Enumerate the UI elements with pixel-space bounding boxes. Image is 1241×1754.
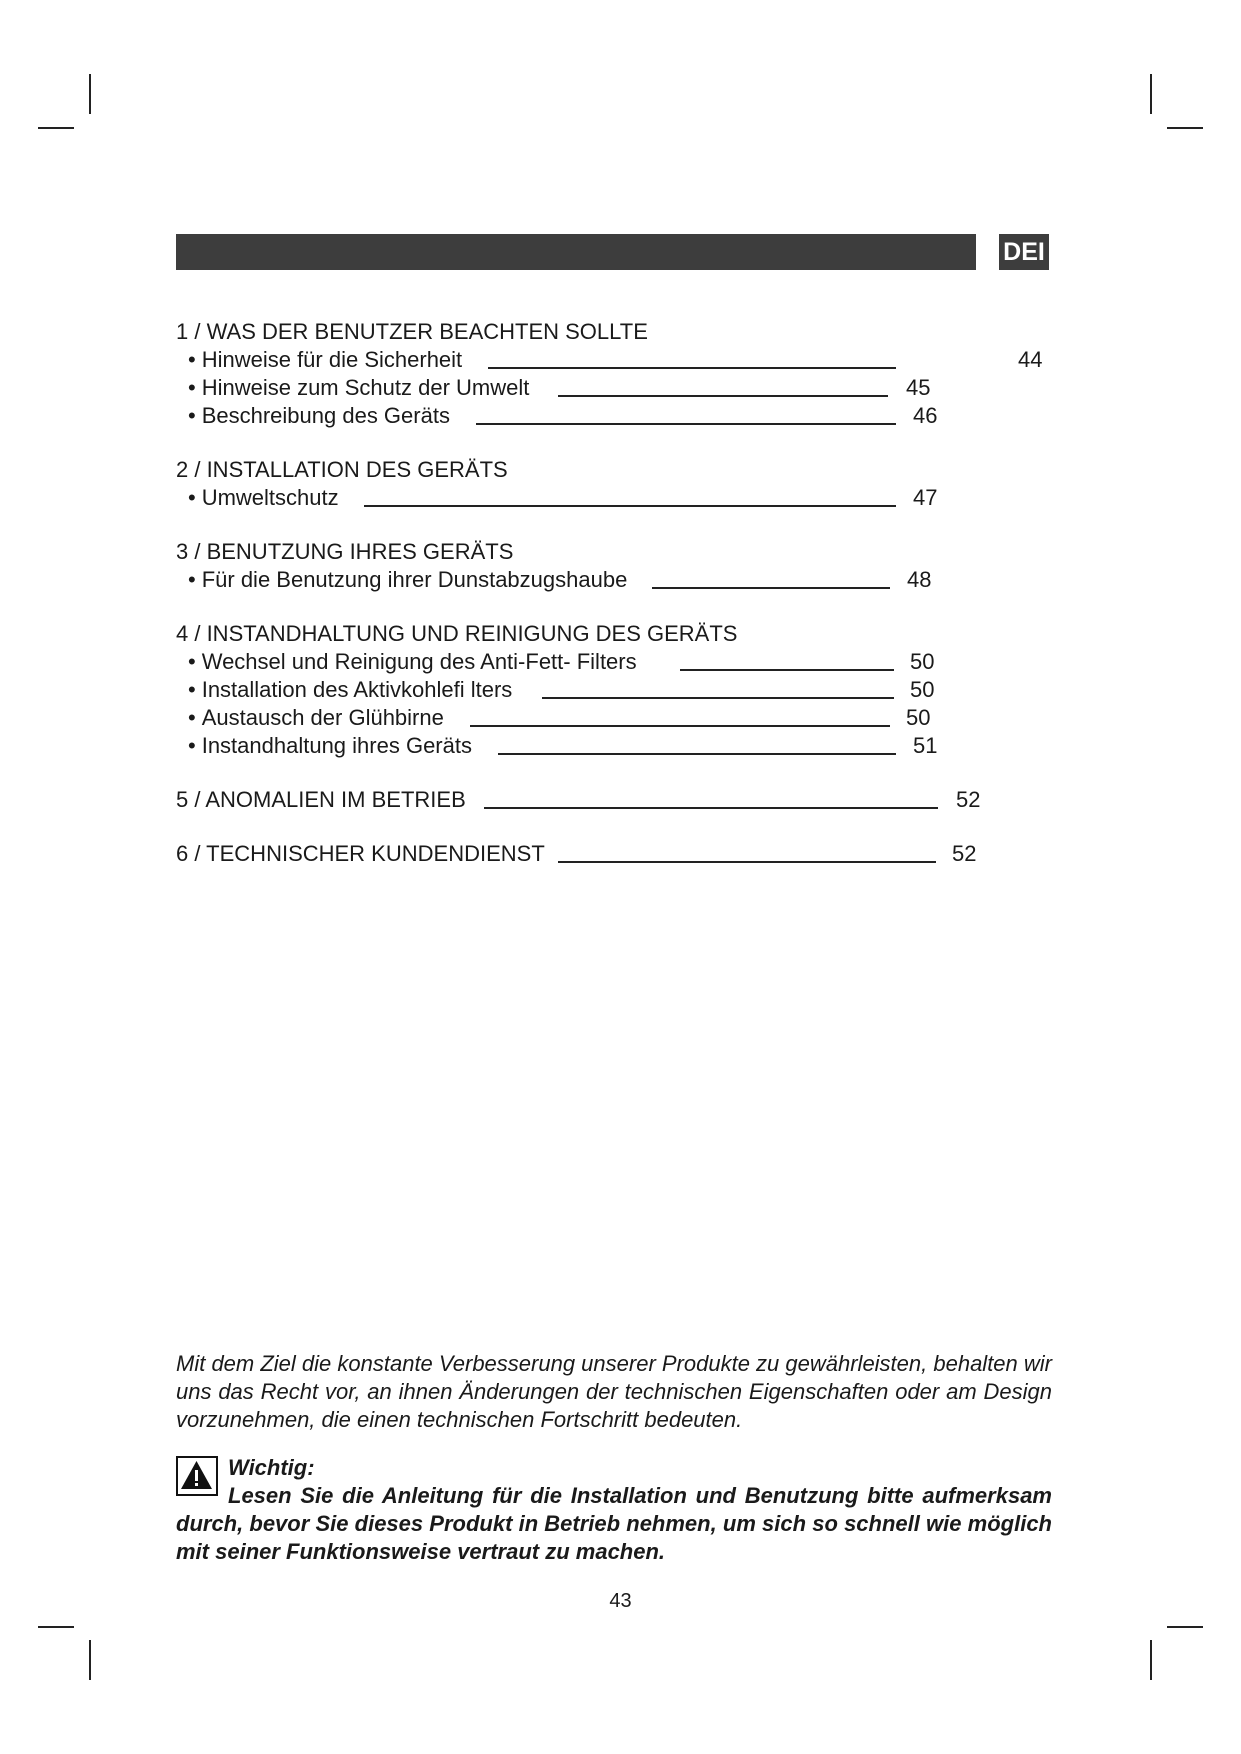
toc-item-label: Austausch der Glühbirne xyxy=(201,705,444,730)
bullet-icon: • xyxy=(188,567,196,592)
toc-section-title: 2 / INSTALLATION DES GERÄTS xyxy=(176,457,508,482)
toc-item[interactable] xyxy=(176,676,1076,704)
toc-section xyxy=(176,318,1076,430)
toc-item-page: 50 xyxy=(910,677,935,702)
crop-mark xyxy=(89,74,91,114)
toc-item-label-wrap xyxy=(188,484,339,512)
toc-item-label: Installation des Aktivkohlefi lters xyxy=(201,677,513,702)
bullet-icon: • xyxy=(188,403,196,428)
toc-section xyxy=(176,840,1076,868)
toc-item-label: Für die Benutzung ihrer Dunstabzugshaube xyxy=(201,567,628,592)
toc-section-title: 3 / BENUTZUNG IHRES GERÄTS xyxy=(176,539,514,564)
toc-item-label-wrap xyxy=(188,402,450,430)
toc-item-page: 48 xyxy=(907,567,932,592)
toc-item-page: 47 xyxy=(913,485,938,510)
dot-leader xyxy=(558,395,888,397)
toc-item-label-wrap xyxy=(188,676,512,704)
warning-box xyxy=(176,1454,1052,1566)
toc-item-label-wrap xyxy=(188,732,472,760)
toc-item-label: Hinweise zum Schutz der Umwelt xyxy=(201,375,530,400)
crop-mark xyxy=(1167,1626,1203,1628)
bullet-icon: • xyxy=(188,347,196,372)
toc-item[interactable] xyxy=(176,648,1076,676)
bullet-icon: • xyxy=(188,677,196,702)
toc-item[interactable] xyxy=(176,566,1076,594)
toc-section-title: 4 / INSTANDHALTUNG UND REINIGUNG DES GERÄTS xyxy=(176,621,738,646)
toc-item-label-wrap xyxy=(188,648,637,676)
toc-item-label-wrap xyxy=(188,566,627,594)
toc-section-label: 6 / TECHNISCHER KUNDENDIENST xyxy=(176,841,545,866)
dot-leader xyxy=(558,861,936,863)
toc-item-page: 51 xyxy=(913,733,938,758)
dot-leader xyxy=(470,725,890,727)
page-number: 43 xyxy=(609,1590,632,1612)
warning-text: Lesen Sie die Anleitung für die Installation und Benutzung bitte aufmerksam durch, bevor Sie dieses Produkt in Betrieb nehmen, um sich so schnell wie möglich mit seiner Funktionsweise vertraut zu machen. xyxy=(176,1483,1052,1564)
warning-triangle-icon xyxy=(178,1458,215,1493)
toc-section-title[interactable] xyxy=(176,786,1076,814)
toc-item-page: 50 xyxy=(910,649,935,674)
dot-leader xyxy=(476,423,896,425)
dot-leader xyxy=(652,587,890,589)
crop-mark xyxy=(1167,127,1203,129)
toc-item-page: 44 xyxy=(1018,347,1043,372)
toc-item[interactable] xyxy=(176,732,1076,760)
dot-leader xyxy=(498,753,896,755)
dot-leader xyxy=(488,367,896,369)
toc-item-page: 50 xyxy=(906,705,931,730)
crop-mark xyxy=(38,127,74,129)
dot-leader xyxy=(484,807,938,809)
toc-item-label-wrap xyxy=(188,346,462,374)
toc-item-page: 45 xyxy=(906,375,931,400)
dot-leader xyxy=(680,669,894,671)
disclaimer-text: Mit dem Ziel die konstante Verbesserung unserer Produkte zu gewährleisten, behalten wir uns das Recht vor, an ihnen Änderungen der technischen Eigenschaften oder am Design vorzunehmen, die einen technischen Fortschritt bedeuten. xyxy=(176,1351,1052,1432)
crop-mark xyxy=(1150,1640,1152,1680)
crop-mark xyxy=(38,1626,74,1628)
toc-item[interactable] xyxy=(176,374,1076,402)
toc-item[interactable] xyxy=(176,346,1076,374)
toc-section-label: 5 / ANOMALIEN IM BETRIEB xyxy=(176,787,466,812)
table-of-contents xyxy=(176,318,1076,894)
warning-icon xyxy=(176,1456,218,1496)
toc-item[interactable] xyxy=(176,704,1076,732)
toc-section-title[interactable] xyxy=(176,840,1076,868)
bullet-icon: • xyxy=(188,375,196,400)
bullet-icon: • xyxy=(188,705,196,730)
toc-item-label: Instandhaltung ihres Geräts xyxy=(201,733,472,758)
toc-item-label-wrap xyxy=(188,704,444,732)
header-bar xyxy=(176,234,976,270)
toc-section-page: 52 xyxy=(956,787,981,812)
crop-mark xyxy=(1150,74,1152,114)
crop-mark xyxy=(89,1640,91,1680)
toc-section-page: 52 xyxy=(952,841,977,866)
bullet-icon: • xyxy=(188,649,196,674)
bullet-icon: • xyxy=(188,733,196,758)
toc-item-label: Wechsel und Reinigung des Anti-Fett- Filters xyxy=(201,649,637,674)
toc-item[interactable] xyxy=(176,484,1076,512)
toc-section-title: 1 / WAS DER BENUTZER BEACHTEN SOLLTE xyxy=(176,319,648,344)
toc-section xyxy=(176,456,1076,512)
toc-item-label: Umweltschutz xyxy=(201,485,339,510)
toc-item-page: 46 xyxy=(913,403,938,428)
language-badge: DEI xyxy=(999,234,1049,270)
bullet-icon: • xyxy=(188,485,196,510)
warning-title: Wichtig: xyxy=(228,1455,315,1480)
toc-item-label: Hinweise für die Sicherheit xyxy=(201,347,463,372)
toc-item-label-wrap xyxy=(188,374,529,402)
toc-item-label: Beschreibung des Geräts xyxy=(201,403,450,428)
toc-section xyxy=(176,620,1076,760)
toc-item[interactable] xyxy=(176,402,1076,430)
dot-leader xyxy=(364,505,896,507)
toc-section xyxy=(176,786,1076,814)
toc-section xyxy=(176,538,1076,594)
dot-leader xyxy=(542,697,894,699)
